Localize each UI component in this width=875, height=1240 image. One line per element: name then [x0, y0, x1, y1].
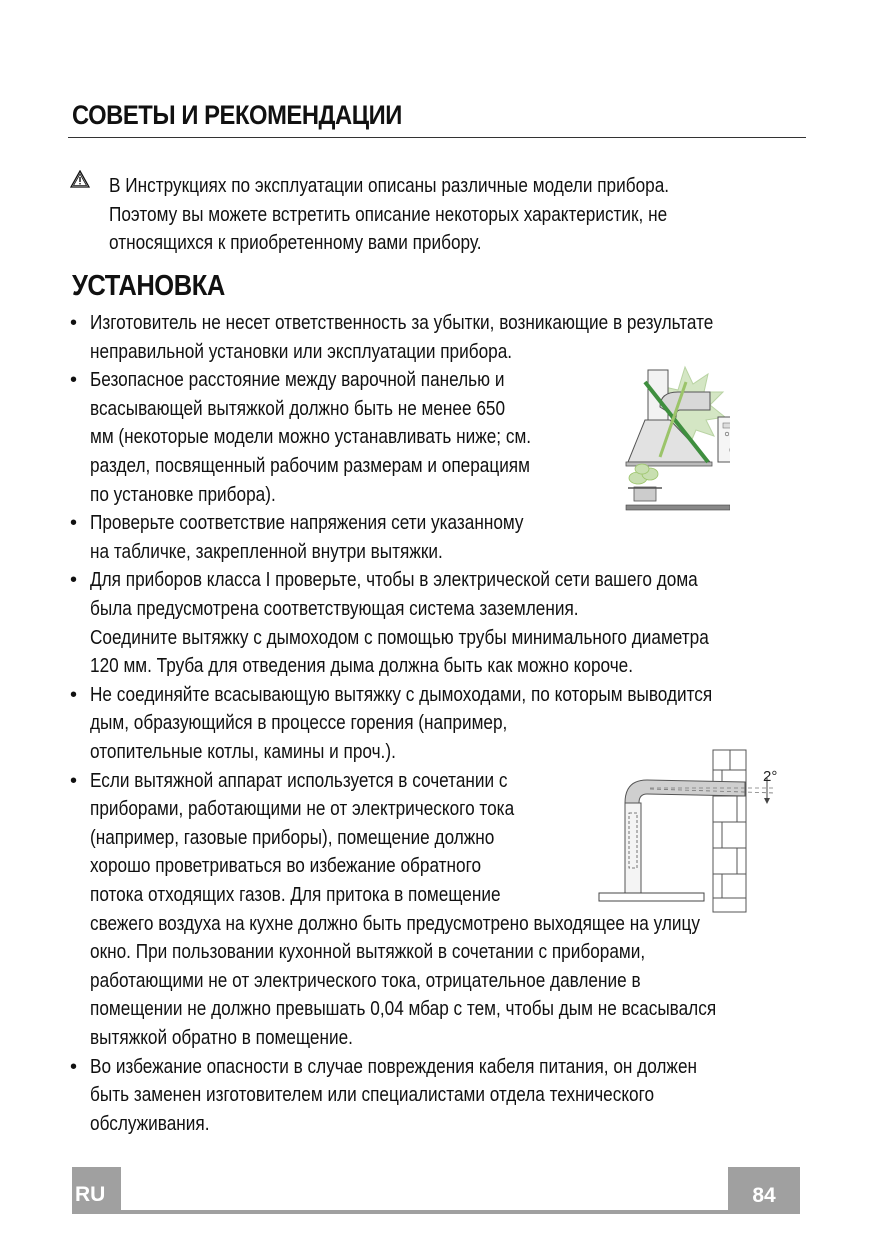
bullet-marker: • — [70, 312, 78, 334]
bullet-text-line: отопительные котлы, камины и проч.). — [90, 741, 396, 763]
notice-line: относящихся к приобретенному вами прибору. — [109, 232, 482, 255]
bullet-text-line: 120 мм. Труба для отведения дыма должна быть как можно короче. — [90, 655, 634, 678]
warning-triangle-icon — [70, 170, 90, 188]
bullet-text-line: неправильной установки или эксплуатации прибора. — [90, 340, 513, 363]
hood-distance-figure — [590, 362, 730, 517]
bullet-text-line: приборами, работающими не от электрического тока — [90, 798, 515, 821]
bullet-text-line: хорошо проветриваться во избежание обратного — [90, 855, 482, 878]
steam-icon — [629, 464, 658, 484]
bullet-text-line: мм (некоторые модели можно устанавливать ниже; см. — [90, 426, 532, 449]
notice-line: В Инструкциях по эксплуатации описаны различные модели прибора. — [109, 175, 670, 197]
bullet-text-line: раздел, посвященный рабочим размерам и операциям — [90, 455, 530, 477]
bullet-text-line: на табличке, закрепленной внутри вытяжки. — [90, 540, 443, 563]
bullet-text-line: обслуживания. — [90, 1112, 210, 1135]
bullet-text-line: всасывающей вытяжкой должно быть не менее 650 — [90, 397, 506, 420]
bullet-text-line: Безопасное расстояние между варочной панелью и — [90, 369, 505, 392]
title-divider — [68, 137, 806, 138]
bullet-text-line: Во избежание опасности в случае повреждения кабеля питания, он должен — [90, 1055, 698, 1078]
bullet-text-line: вытяжкой обратно в помещение. — [90, 1027, 353, 1049]
page-number: 84 — [728, 1167, 800, 1214]
bullet-marker: • — [70, 569, 78, 592]
bullet-text-line: потока отходящих газов. Для притока в помещение — [90, 884, 501, 906]
bullet-text-line: работающими не от электрического тока, отрицательное давление в — [90, 969, 641, 992]
bullet-text-line: (например, газовые приборы), помещение должно — [90, 826, 495, 849]
hood-chimney — [625, 803, 641, 893]
bullet-text-line: была предусмотрена соответствующая система заземления. — [90, 598, 579, 620]
language-label: RU — [72, 1167, 121, 1214]
bullet-text-line: окно. При пользовании кухонной вытяжкой в сочетании с приборами, — [90, 941, 646, 964]
brick-wall — [713, 750, 746, 912]
bullet-marker: • — [70, 1055, 78, 1078]
bullet-text-line: свежего воздуха на кухне должно быть предусмотрено выходящее на улицу — [90, 912, 700, 935]
bullet-text-line: помещении не должно превышать 0,04 мбар с тем, чтобы дым не всасывался — [90, 998, 717, 1021]
bullet-text-line: по установке прибора). — [90, 483, 276, 506]
bullet-marker: • — [70, 769, 78, 792]
duct-slope-figure — [595, 748, 785, 918]
section-title: УСТАНОВКА — [72, 270, 225, 302]
bullet-marker: • — [70, 512, 78, 535]
bullet-text-line: быть заменен изготовителем или специалистами отдела технического — [90, 1084, 655, 1107]
notice-line: Поэтому вы можете встретить описание некоторых характеристик, не — [109, 203, 668, 226]
pot — [634, 487, 656, 501]
footer-bar — [72, 1210, 800, 1214]
bullet-text-line: Проверьте соответствие напряжения сети указанному — [90, 512, 524, 535]
bullet-text-line: Не соединяйте всасывающую вытяжку с дымоходами, по которым выводится — [90, 683, 713, 706]
hood-base — [599, 893, 704, 901]
bullet-text-line: Соедините вытяжку с дымоходом с помощью трубы минимального диаметра — [90, 626, 709, 649]
bullet-marker: • — [70, 369, 78, 392]
bullet-text-line: Если вытяжной аппарат используется в сочетании с — [90, 769, 508, 792]
hob — [626, 505, 730, 510]
page-title: СОВЕТЫ И РЕКОМЕНДАЦИИ — [72, 100, 402, 130]
bullet-marker: • — [70, 683, 78, 706]
angle-label: 2° — [763, 768, 778, 785]
notice-text — [109, 172, 829, 258]
bullet-text-line: Для приборов класса I проверьте, чтобы в электрической сети вашего дома — [90, 569, 698, 592]
bullet-text-line: Изготовитель не несет ответственность за убытки, возникающие в результате — [90, 312, 714, 334]
bullet-text-line: дым, образующийся в процессе горения (например, — [90, 712, 508, 735]
